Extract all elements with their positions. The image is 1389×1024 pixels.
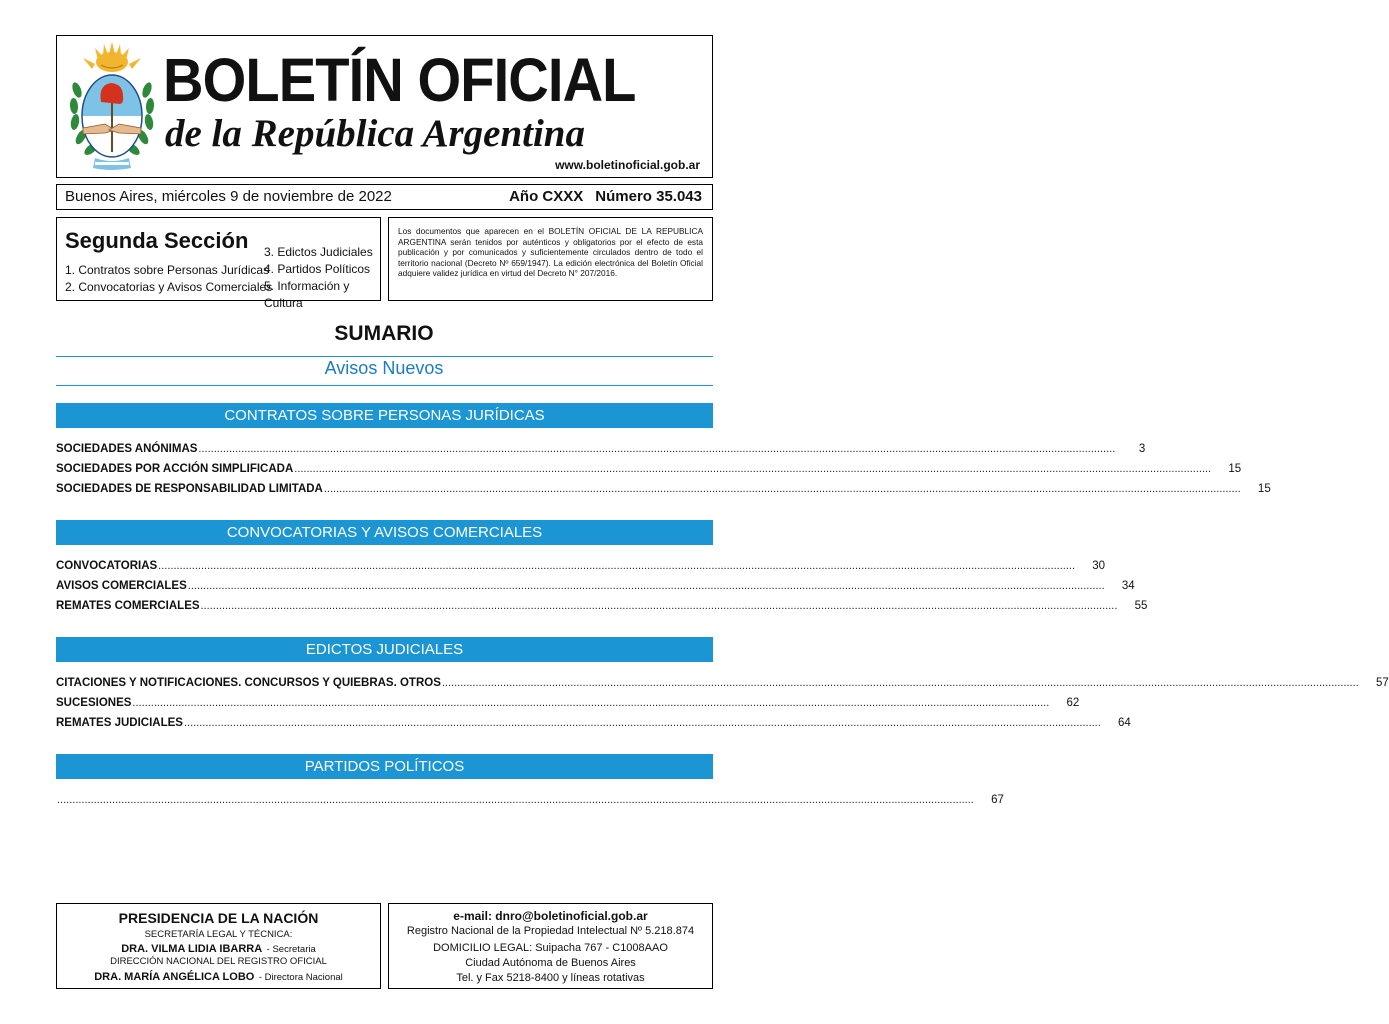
toc-page: 57 <box>1375 677 1389 689</box>
dot-leader: ............................................................................................................................................................................................................................................................................................................ <box>323 483 1241 495</box>
coat-of-arms-icon <box>65 40 159 174</box>
toc-label: CITACIONES Y NOTIFICACIONES. CONCURSOS Y QUIEBRAS. OTROS <box>56 677 441 689</box>
dot-leader: ............................................................................................................................................................................................................................................................................................................ <box>200 600 1118 612</box>
toc-page: 62 <box>1066 697 1080 709</box>
group-header: EDICTOS JUDICIALES <box>56 637 713 662</box>
footer-line: SECRETARÍA LEGAL Y TÉCNICA: <box>144 929 293 940</box>
issue-info <box>509 188 702 205</box>
dot-leader: ............................................................................................................................................................................................................................................................................................................ <box>57 794 974 806</box>
section-item: 2. Convocatorias y Avisos Comerciales <box>65 280 273 294</box>
dot-leader: ............................................................................................................................................................................................................................................................................................................ <box>294 463 1212 475</box>
toc-entry[interactable] <box>56 677 1389 695</box>
dot-leader: ............................................................................................................................................................................................................................................................................................................ <box>198 443 1116 455</box>
issue-date: Buenos Aires, miércoles 9 de noviembre de 2022 <box>65 188 392 205</box>
toc-entry[interactable] <box>56 560 1106 578</box>
toc-entry[interactable] <box>56 580 1135 598</box>
footer-city: Ciudad Autónoma de Buenos Aires <box>465 957 636 969</box>
toc-entry[interactable] <box>56 483 1271 501</box>
masthead-title: BOLETÍN OFICIAL <box>163 46 636 114</box>
toc-label: SOCIEDADES ANÓNIMAS <box>56 443 198 455</box>
group-header: PARTIDOS POLÍTICOS <box>56 754 713 779</box>
footer-registry: Registro Nacional de la Propiedad Intelectual Nº 5.218.874 <box>406 925 695 937</box>
toc-page: 15 <box>1228 463 1242 475</box>
dot-leader: ............................................................................................................................................................................................................................................................................................................ <box>441 677 1359 689</box>
divider <box>56 385 713 386</box>
dateline <box>56 184 713 210</box>
section-box <box>56 217 381 310</box>
toc-label: CONVOCATORIAS <box>56 560 158 572</box>
toc-entry[interactable] <box>56 717 1131 735</box>
dot-leader: ............................................................................................................................................................................................................................................................................................................ <box>183 717 1101 729</box>
footer-email[interactable]: e-mail: dnro@boletinoficial.gob.ar <box>453 909 648 923</box>
section-title: Segunda Sección <box>65 228 249 253</box>
masthead-subtitle: de la República Argentina <box>165 112 585 155</box>
toc-entry[interactable] <box>56 794 1004 812</box>
footer-title: PRESIDENCIA DE LA NACIÓN <box>118 910 319 926</box>
footer-line: DIRECCIÓN NACIONAL DEL REGISTRO OFICIAL <box>110 956 327 967</box>
toc-label: SOCIEDADES DE RESPONSABILIDAD LIMITADA <box>56 483 323 495</box>
footer-role: Directora Nacional <box>264 972 343 983</box>
toc-page: 67 <box>991 794 1004 806</box>
issue-year: Año CXXX <box>509 188 584 205</box>
toc-page: 30 <box>1092 560 1106 572</box>
toc-page: 64 <box>1118 717 1131 729</box>
toc-label: SUCESIONES <box>56 697 132 709</box>
legal-notice: Los documentos que aparecen en el BOLETÍN OFICIAL DE LA REPUBLICA ARGENTINA serán tenidos por auténticos y obligatorios por el efecto de esta publicación y por comunicados y suficientemente circulados dentro de todo el territorio nacional (Decreto Nº 659/1947). La edición electrónica del Boletín Oficial adquiere validez jurídica en virtud del Decreto N° 207/2016. <box>388 217 713 301</box>
dot-leader: ............................................................................................................................................................................................................................................................................................................ <box>187 580 1105 592</box>
toc-entry[interactable] <box>56 600 1148 618</box>
section-list-col1 <box>65 262 272 296</box>
section-list-col2 <box>264 244 380 312</box>
toc-label: REMATES COMERCIALES <box>56 600 200 612</box>
toc-label: SOCIEDADES POR ACCIÓN SIMPLIFICADA <box>56 463 294 475</box>
footer-address: DOMICILIO LEGAL: Suipacha 767 - C1008AAO <box>433 942 668 954</box>
footer-name: DRA. MARÍA ANGÉLICA LOBO <box>94 971 255 983</box>
masthead <box>56 35 713 178</box>
dot-leader: ............................................................................................................................................................................................................................................................................................................ <box>132 697 1050 709</box>
summary-subheading: Avisos Nuevos <box>324 358 444 378</box>
section-item: 3. Edictos Judiciales <box>264 245 373 259</box>
issue-number: Número 35.043 <box>595 188 702 205</box>
footer-credits <box>56 903 381 989</box>
toc-entry[interactable] <box>56 463 1242 481</box>
footer-line: DRA. MARÍA ANGÉLICA LOBO - Directora Nacional <box>94 971 343 983</box>
toc-label: REMATES JUDICIALES <box>56 717 183 729</box>
summary-heading: SUMARIO <box>334 322 434 345</box>
footer-name: DRA. VILMA LIDIA IBARRA <box>121 943 263 955</box>
footer-contact <box>388 903 713 989</box>
section-item: 4. Partidos Políticos <box>264 262 371 276</box>
group-header: CONVOCATORIAS Y AVISOS COMERCIALES <box>56 520 713 545</box>
toc-entry[interactable] <box>56 697 1080 715</box>
toc-page: 34 <box>1121 580 1135 592</box>
toc-page: 15 <box>1257 483 1271 495</box>
toc-page: 55 <box>1134 600 1148 612</box>
toc-label: AVISOS COMERCIALES <box>56 580 187 592</box>
section-item: 5. Información y Cultura <box>264 279 350 310</box>
footer-phone: Tel. y Fax 5218-8400 y líneas rotativas <box>456 972 645 984</box>
divider <box>56 356 713 357</box>
toc-page: 3 <box>1138 443 1146 455</box>
toc-entry[interactable] <box>56 443 1146 461</box>
group-header: CONTRATOS SOBRE PERSONAS JURÍDICAS <box>56 403 713 428</box>
footer-role: Secretaria <box>272 944 316 955</box>
website-url[interactable]: www.boletinoficial.gob.ar <box>555 158 700 172</box>
dot-leader: ............................................................................................................................................................................................................................................................................................................ <box>158 560 1076 572</box>
section-item: 1. Contratos sobre Personas Jurídicas <box>65 263 270 277</box>
footer-line: DRA. VILMA LIDIA IBARRA - Secretaria <box>121 943 316 955</box>
